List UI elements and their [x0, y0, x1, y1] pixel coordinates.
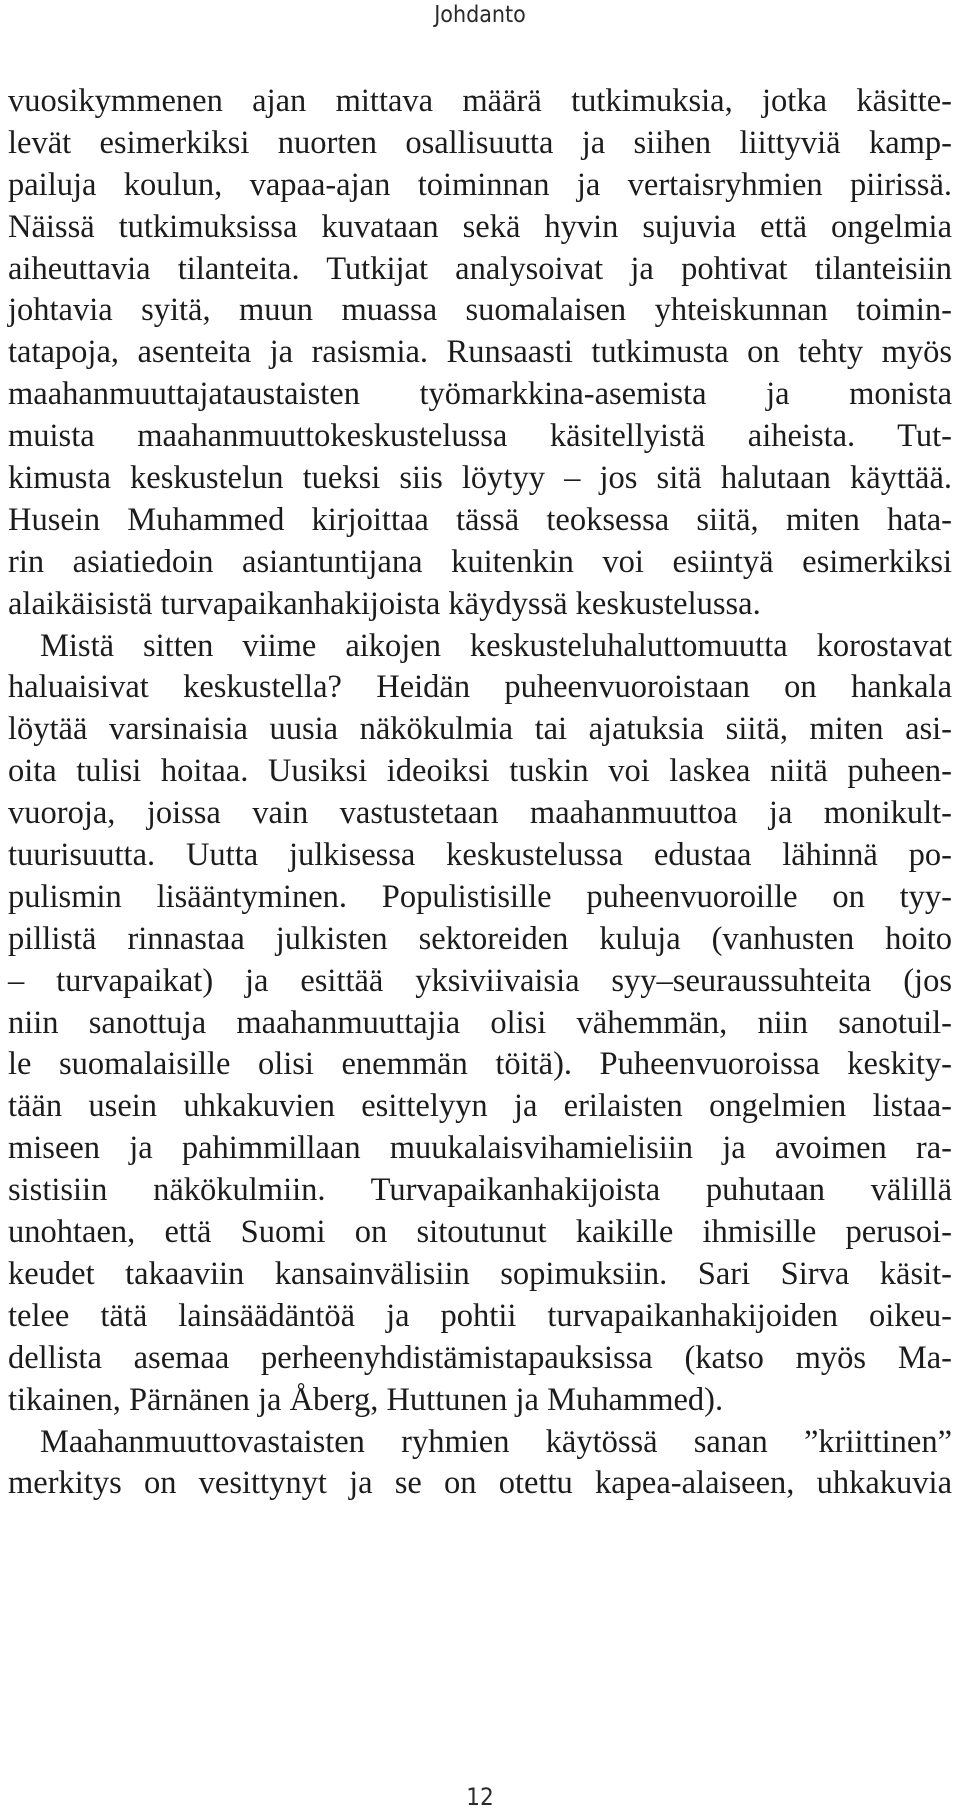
text-line: Mistä sitten viime aikojen keskusteluhaluttomuutta korostavat [40, 627, 952, 664]
text-line: löytää varsinaisia uusia näkökulmia tai ajatuksia siitä, miten asi- [8, 711, 952, 748]
text-line: sistisiin näkökulmiin. Turvapaikanhakijoista puhutaan välillä [8, 1172, 952, 1209]
text-line: dellista asemaa perheenyhdistämistapauksissa (katso myös Ma- [8, 1339, 952, 1376]
text-line: tuurisuutta. Uutta julkisessa keskustelussa edustaa lähinnä po- [8, 837, 952, 874]
text-line: alaikäisistä turvapaikanhakijoista käydyssä keskustelussa. [8, 585, 761, 622]
text-line: telee tätä lainsäädäntöä ja pohtii turvapaikanhakijoiden oikeu- [8, 1297, 952, 1334]
running-head: Johdanto [434, 2, 526, 28]
text-line: tään usein uhkakuvien esittelyyn ja erilaisten ongelmien listaa- [8, 1088, 952, 1125]
text-line: muista maahanmuuttokeskustelussa käsitellyistä aiheista. Tut- [8, 418, 952, 455]
text-line: levät esimerkiksi nuorten osallisuutta ja siihen liittyviä kamp- [8, 124, 952, 161]
text-line: keudet takaaviin kansainvälisiin sopimuksiin. Sari Sirva käsit- [8, 1255, 952, 1292]
text-line: pailuja koulun, vapaa-ajan toiminnan ja vertaisryhmien piirissä. [8, 166, 952, 203]
text-line: haluaisivat keskustella? Heidän puheenvuoroistaan on hankala [8, 669, 952, 706]
text-line: johtavia syitä, muun muassa suomalaisen yhteiskunnan toimin- [8, 292, 952, 329]
text-line: vuoroja, joissa vain vastustetaan maahanmuuttoa ja monikult- [8, 795, 952, 832]
text-line: rin asiatiedoin asiantuntijana kuitenkin voi esiintyä esimerkiksi [8, 543, 952, 580]
text-line: tatapoja, asenteita ja rasismia. Runsaasti tutkimusta on tehty myös [8, 334, 952, 371]
text-line: niin sanottuja maahanmuuttajia olisi vähemmän, niin sanotuil- [8, 1004, 952, 1041]
text-line: maahanmuuttajataustaisten työmarkkina-asemista ja monista [8, 376, 952, 413]
text-line: oita tulisi hoitaa. Uusiksi ideoiksi tuskin voi laskea niitä puheen- [8, 753, 952, 790]
text-line: Husein Muhammed kirjoittaa tässä teoksessa siitä, miten hata- [8, 501, 952, 538]
text-line: vuosikymmenen ajan mittava määrä tutkimuksia, jotka käsitte- [8, 83, 952, 119]
text-line: Maahanmuuttovastaisten ryhmien käytössä sanan ”kriittinen” [40, 1423, 952, 1460]
text-line: unohtaen, että Suomi on sitoutunut kaikille ihmisille perusoi- [8, 1214, 952, 1251]
text-line: merkitys on vesittynyt ja se on otettu kapea-alaiseen, uhkakuvia [8, 1465, 952, 1502]
page-number: 12 [466, 1783, 494, 1811]
text-line: pulismin lisääntyminen. Populistisille puheenvuoroille on tyy- [8, 878, 952, 915]
text-line: aiheuttavia tilanteita. Tutkijat analysoivat ja pohtivat tilanteisiin [8, 250, 952, 287]
text-line: pillistä rinnastaa julkisten sektoreiden kuluja (vanhusten hoito [8, 920, 952, 957]
text-line: kimusta keskustelun tueksi siis löytyy – jos sitä halutaan käyttää. [8, 460, 952, 497]
text-line: miseen ja pahimmillaan muukalaisvihamielisiin ja avoimen ra- [8, 1130, 952, 1167]
text-line: – turvapaikat) ja esittää yksiviivaisia syy–seuraussuhteita (jos [8, 962, 952, 999]
text-line: le suomalaisille olisi enemmän töitä). Puheenvuoroissa keskity- [8, 1046, 952, 1083]
text-line: tikainen, Pärnänen ja Åberg, Huttunen ja Muhammed). [8, 1381, 724, 1418]
text-line: Näissä tutkimuksissa kuvataan sekä hyvin sujuvia että ongelmia [8, 208, 952, 245]
body-text [8, 81, 952, 1505]
